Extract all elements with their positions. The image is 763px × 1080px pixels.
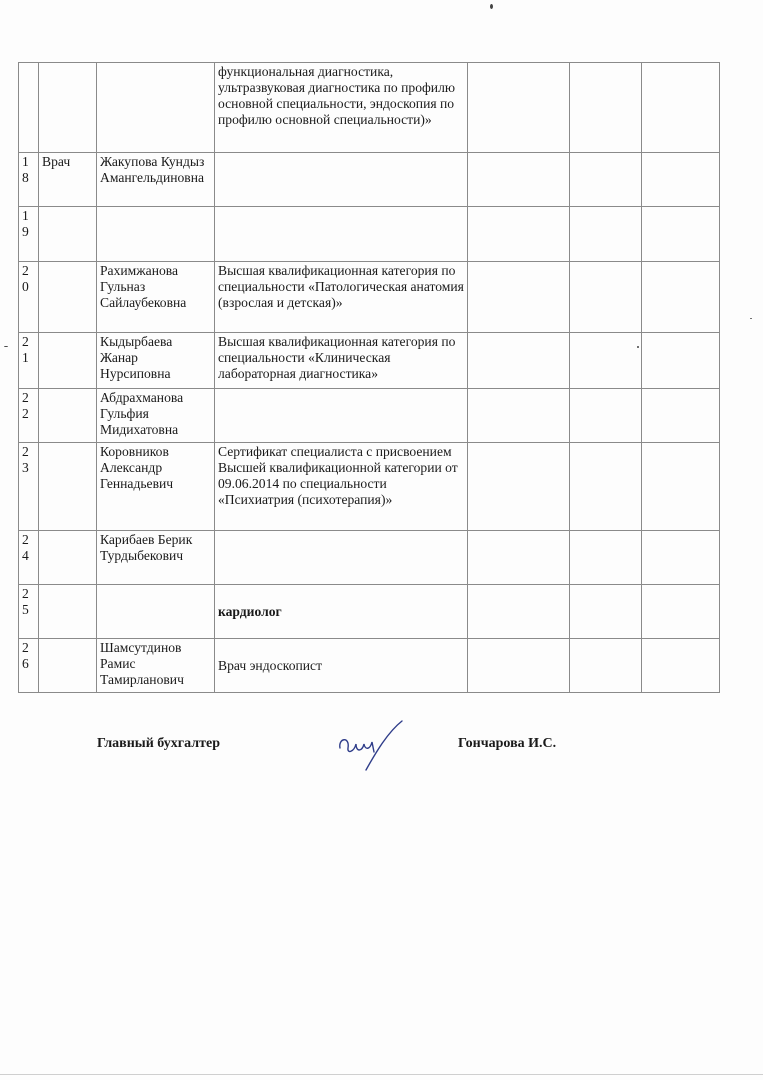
row-position: [39, 531, 97, 585]
empty-cell: [570, 389, 642, 443]
table-row: [19, 153, 720, 207]
row-position: [39, 63, 97, 153]
table-row: [19, 585, 720, 639]
empty-cell: [642, 207, 720, 262]
empty-cell: [642, 262, 720, 333]
empty-cell: [468, 63, 570, 153]
empty-cell: [570, 63, 642, 153]
empty-cell: [570, 585, 642, 639]
row-name: Абдрахманова Гульфия Мидихатовна: [97, 389, 215, 443]
row-qualification: [215, 531, 468, 585]
row-qualification: кардиолог: [215, 585, 468, 639]
row-qualification: функциональная диагностика, ультразвуковая диагностика по профилю основной специальности, эндоскопия по профилю основной специальности)»: [215, 63, 468, 153]
empty-cell: [570, 443, 642, 531]
row-position: [39, 207, 97, 262]
row-qualification: Высшая квалификационная категория по специальности «Патологическая анатомия (взрослая и детская)»: [215, 262, 468, 333]
table-row: [19, 389, 720, 443]
row-qualification: Сертификат специалиста с присвоением Высшей квалификационной категории от 09.06.2014 по специальности «Психиатрия (психотерапия)»: [215, 443, 468, 531]
row-name: Карибаев Берик Турдыбекович: [97, 531, 215, 585]
table-row: [19, 639, 720, 693]
scan-speck: [750, 318, 752, 319]
signer-name: Гончарова И.С.: [458, 736, 557, 751]
row-position: [39, 585, 97, 639]
row-number: 26: [19, 639, 39, 693]
row-position: [39, 389, 97, 443]
row-qualification: [215, 207, 468, 262]
row-position: [39, 639, 97, 693]
row-qualification: Врач эндоскопист: [215, 639, 468, 693]
empty-cell: [642, 443, 720, 531]
row-number: 19: [19, 207, 39, 262]
row-position: [39, 333, 97, 389]
empty-cell: [642, 389, 720, 443]
table-row: [19, 262, 720, 333]
table-row: [19, 531, 720, 585]
empty-cell: [570, 153, 642, 207]
staff-table: [18, 62, 720, 693]
row-name: Шамсутдинов Рамис Тамирланович: [97, 639, 215, 693]
table-row: [19, 63, 720, 153]
scan-speck: [4, 346, 8, 347]
empty-cell: [642, 333, 720, 389]
empty-cell: [570, 207, 642, 262]
empty-cell: [642, 585, 720, 639]
empty-cell: [642, 531, 720, 585]
row-qualification: [215, 153, 468, 207]
empty-cell: [468, 333, 570, 389]
empty-cell: [570, 262, 642, 333]
empty-cell: [468, 262, 570, 333]
empty-cell: [468, 389, 570, 443]
row-number: 18: [19, 153, 39, 207]
row-position: [39, 262, 97, 333]
row-name: [97, 585, 215, 639]
row-number: 24: [19, 531, 39, 585]
row-position: [39, 443, 97, 531]
empty-cell: [570, 333, 642, 389]
row-qualification: [215, 389, 468, 443]
empty-cell: [468, 207, 570, 262]
row-position: Врач: [39, 153, 97, 207]
empty-cell: [468, 585, 570, 639]
row-name: [97, 207, 215, 262]
row-name: Кыдырбаева Жанар Нурсиповна: [97, 333, 215, 389]
empty-cell: [642, 63, 720, 153]
scan-edge-line: [0, 1074, 763, 1075]
scan-speck: [490, 4, 493, 9]
empty-cell: [468, 153, 570, 207]
empty-cell: [468, 443, 570, 531]
row-number: 21: [19, 333, 39, 389]
row-name: [97, 63, 215, 153]
empty-cell: [642, 153, 720, 207]
empty-cell: [468, 531, 570, 585]
row-name: Коровников Александр Геннадьевич: [97, 443, 215, 531]
row-number: 23: [19, 443, 39, 531]
empty-cell: [570, 639, 642, 693]
row-name: Жакупова Кундыз Амангельдиновна: [97, 153, 215, 207]
table-row: [19, 333, 720, 389]
row-name: Рахимжанова Гульназ Сайлаубековна: [97, 262, 215, 333]
row-number: [19, 63, 39, 153]
table-row: [19, 443, 720, 531]
row-number: 25: [19, 585, 39, 639]
empty-cell: [642, 639, 720, 693]
row-number: 22: [19, 389, 39, 443]
handwritten-signature: [336, 718, 406, 774]
signer-role: Главный бухгалтер: [97, 736, 220, 751]
empty-cell: [570, 531, 642, 585]
row-number: 20: [19, 262, 39, 333]
row-qualification: Высшая квалификационная категория по специальности «Клиническая лабораторная диагностика»: [215, 333, 468, 389]
table-row: [19, 207, 720, 262]
empty-cell: [468, 639, 570, 693]
